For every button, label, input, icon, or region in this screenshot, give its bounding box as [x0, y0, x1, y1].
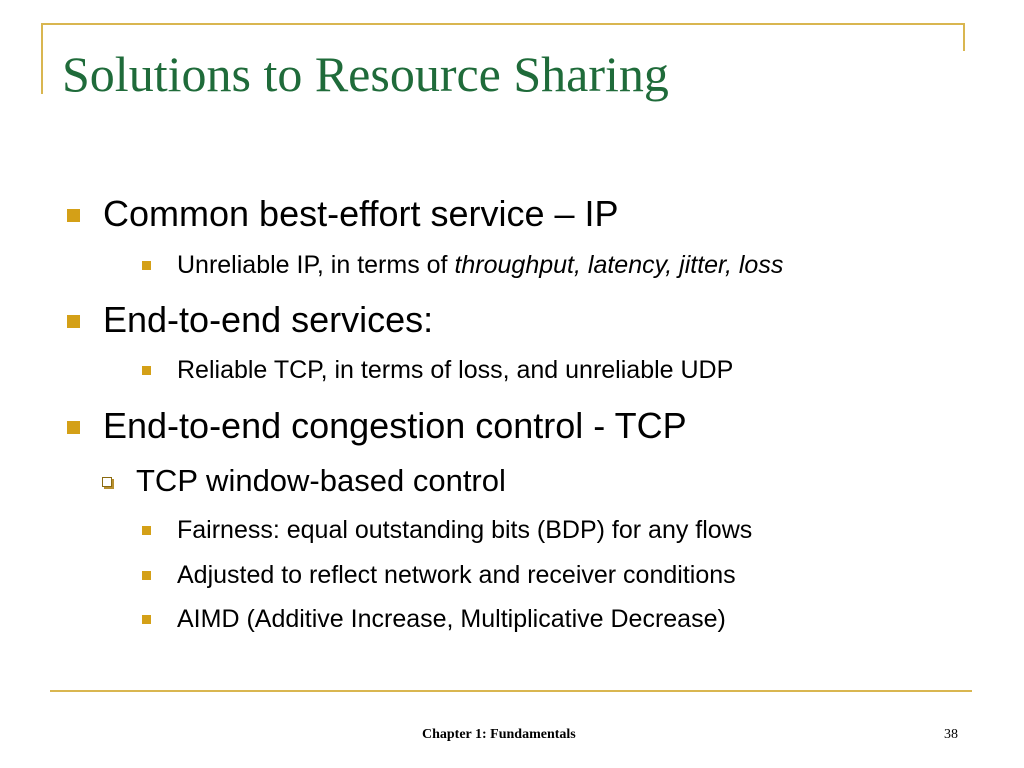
- hollow-square-bullet-icon: [102, 477, 112, 487]
- square-bullet-icon: [142, 526, 151, 535]
- square-bullet-icon: [142, 261, 151, 270]
- bullet-text: Common best-effort service – IP: [103, 193, 619, 234]
- footer-rule: [50, 690, 972, 692]
- bullet-end-to-end-services: [103, 299, 433, 341]
- bullet-reliable-tcp: [177, 355, 733, 385]
- bullet-tcp-window: [136, 463, 506, 499]
- square-bullet-icon: [142, 571, 151, 580]
- bullet-fairness: [177, 515, 752, 545]
- bullet-text: Adjusted to reflect network and receiver conditions: [177, 561, 736, 589]
- frame-top-line: [41, 23, 965, 25]
- bullet-text: End-to-end services:: [103, 299, 434, 340]
- frame-right-line: [963, 23, 965, 51]
- page-number: 38: [944, 727, 958, 742]
- bullet-unreliable-ip: [177, 250, 783, 280]
- bullet-aimd: [177, 604, 726, 634]
- bullet-adjusted: [177, 560, 736, 590]
- bullet-text: AIMD (Additive Increase, Multiplicative Decrease): [177, 605, 726, 633]
- bullet-text: TCP window-based control: [136, 463, 506, 498]
- bullet-text: End-to-end congestion control - TCP: [103, 405, 687, 446]
- square-bullet-icon: [67, 315, 80, 328]
- bullet-text: Reliable TCP, in terms of loss, and unreliable UDP: [177, 356, 734, 384]
- bullet-text-italic: throughput, latency, jitter, loss: [454, 251, 784, 279]
- square-bullet-icon: [67, 209, 80, 222]
- slide-title: Solutions to Resource Sharing: [62, 46, 669, 102]
- square-bullet-icon: [142, 366, 151, 375]
- bullet-text: Fairness: equal outstanding bits (BDP) for any flows: [177, 516, 753, 544]
- square-bullet-icon: [142, 615, 151, 624]
- frame-left-line: [41, 23, 43, 94]
- footer-chapter: Chapter 1: Fundamentals: [422, 727, 576, 742]
- bullet-congestion-control: [103, 405, 687, 447]
- square-bullet-icon: [67, 421, 80, 434]
- bullet-common-best-effort: [103, 193, 619, 235]
- bullet-text: Unreliable IP, in terms of: [177, 251, 455, 279]
